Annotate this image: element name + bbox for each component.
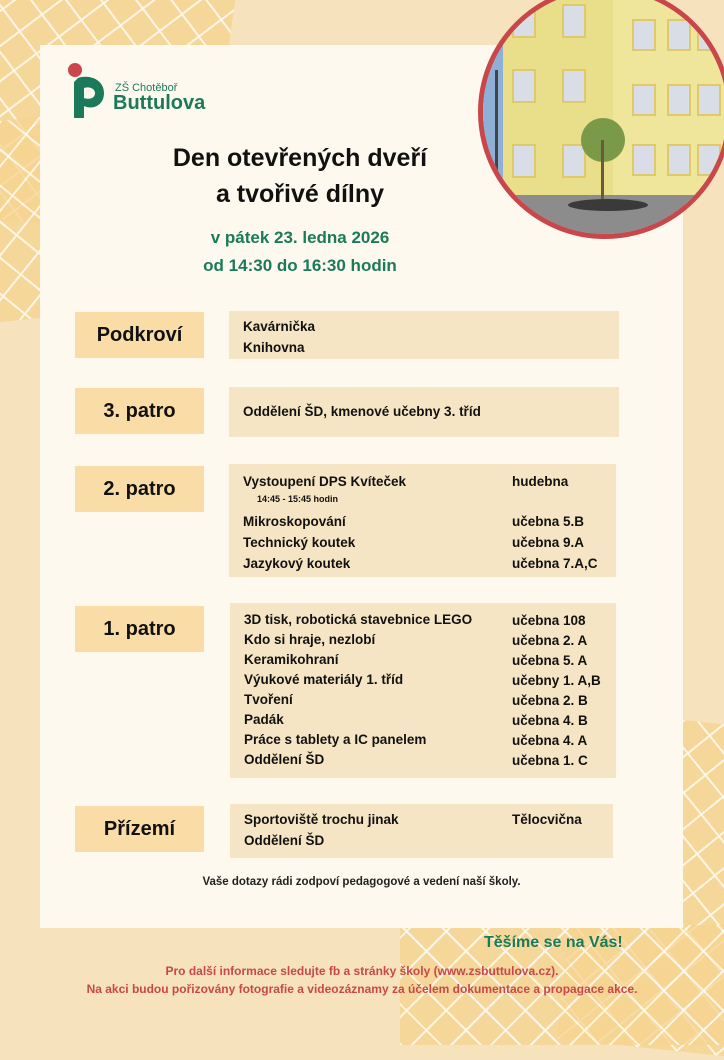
list-item: Oddělení ŠD [244, 752, 325, 767]
school-name: Buttulova [113, 92, 206, 114]
list-item: Knihovna [243, 340, 305, 355]
floor-label-attic: Podkroví [75, 312, 204, 358]
room-label: učebna 1. C [512, 753, 588, 768]
room-label: učebny 1. A,B [512, 673, 601, 688]
event-title-line1: Den otevřených dveří [172, 144, 428, 172]
list-item: Padák [244, 712, 284, 727]
footer-info-line: Pro další informace sledujte fb a stránky školy (www.zsbuttulova.cz). [165, 964, 559, 978]
event-title-line2: a tvořivé dílny [215, 180, 385, 208]
floor-box-1 [230, 603, 616, 778]
room-label: učebna 5. A [512, 653, 588, 668]
list-item: Práce s tablety a IC panelem [244, 732, 427, 747]
greeting: Těšíme se na Vás! [484, 934, 623, 951]
floor-label-ground: Přízemí [75, 806, 204, 852]
room-label: učebna 108 [512, 613, 586, 628]
event-time: od 14:30 do 16:30 hodin [203, 256, 397, 275]
performance-time: 14:45 - 15:45 hodin [257, 494, 339, 504]
room-label: Tělocvična [512, 812, 582, 827]
floor-label-2: 2. patro [75, 466, 204, 512]
floor-box-ground [230, 804, 613, 858]
footer-photo-notice: Na akci budou pořizovány fotografie a videozáznamy za účelem dokumentace a propagace akce. [86, 982, 638, 996]
list-item: Výukové materiály 1. tříd [244, 672, 404, 687]
floor-label-3: 3. patro [75, 388, 204, 434]
room-label: učebna 4. A [512, 733, 588, 748]
list-item: Oddělení ŠD, kmenové učebny 3. tříd [243, 404, 481, 419]
list-item: Jazykový koutek [243, 556, 351, 571]
school-sub-name: ZŠ Chotěboř [115, 82, 178, 94]
room-label: hudebna [512, 474, 569, 489]
school-logo-icon [66, 60, 106, 120]
room-label: učebna 4. B [512, 713, 588, 728]
floor-box-attic [229, 311, 619, 359]
room-label: učebna 5.B [512, 514, 585, 529]
list-item: 3D tisk, robotická stavebnice LEGO [244, 612, 473, 627]
list-item: Kavárnička [243, 319, 316, 334]
room-label: učebna 2. B [512, 693, 588, 708]
floor-label-1: 1. patro [75, 606, 204, 652]
floor-box-2 [229, 464, 616, 577]
room-label: učebna 9.A [512, 535, 585, 550]
contact-note: Vaše dotazy rádi zodpoví pedagogové a vedení naší školy. [202, 876, 521, 888]
list-item: Technický koutek [243, 535, 356, 550]
floor-box-3 [229, 387, 619, 437]
list-item: Mikroskopování [243, 514, 346, 529]
room-label: učebna 7.A,C [512, 556, 598, 571]
list-item: Tvoření [244, 692, 293, 707]
list-item: Keramikohraní [244, 652, 339, 667]
list-item: Vystoupení DPS Kvíteček [243, 474, 407, 489]
list-item: Sportoviště trochu jinak [244, 812, 399, 827]
list-item: Oddělení ŠD [244, 833, 325, 848]
list-item: Kdo si hraje, nezlobí [244, 632, 376, 647]
room-label: učebna 2. A [512, 633, 588, 648]
event-date: v pátek 23. ledna 2026 [210, 228, 390, 247]
